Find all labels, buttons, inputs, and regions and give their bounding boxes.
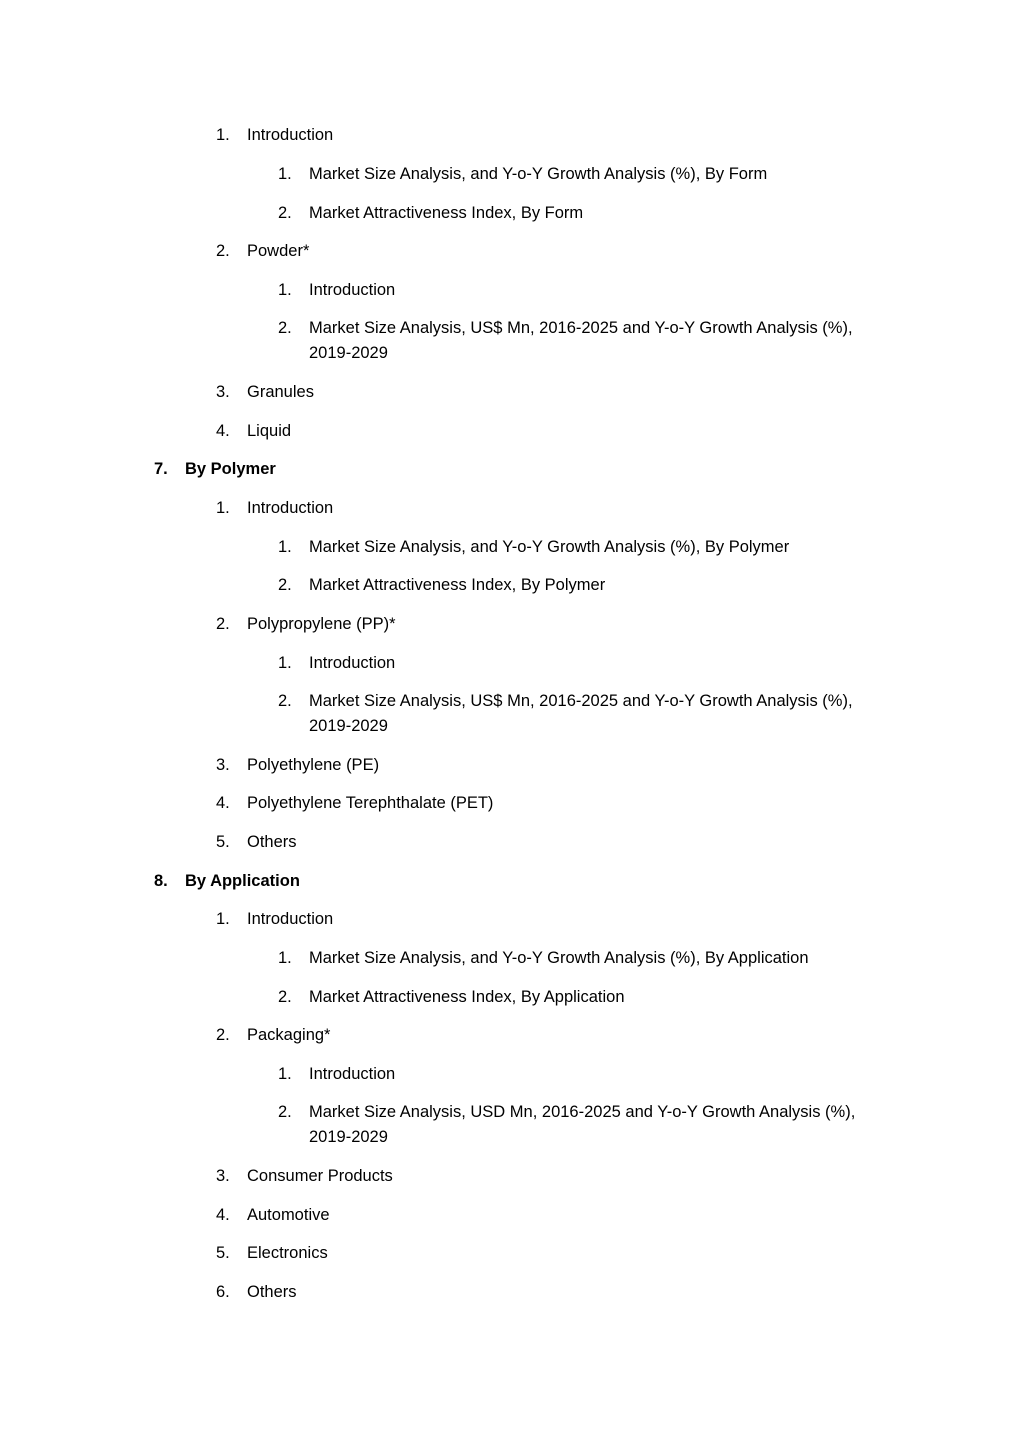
item-number: 1.: [278, 1065, 292, 1083]
item-number: 2.: [216, 242, 230, 260]
item-label: Market Size Analysis, US$ Mn, 2016-2025 and Y-o-Y Growth Analysis (%),: [309, 319, 853, 337]
item-label: Polypropylene (PP)*: [247, 615, 396, 633]
item-number: 1.: [216, 499, 230, 517]
item-number: 1.: [278, 654, 292, 672]
item-label: Market Size Analysis, USD Mn, 2016-2025 and Y-o-Y Growth Analysis (%),: [309, 1103, 856, 1121]
item-number: 1.: [278, 538, 292, 556]
item-label: Others: [247, 1283, 297, 1301]
item-label: Powder*: [247, 242, 310, 260]
item-number: 2.: [278, 988, 292, 1006]
item-label: Market Attractiveness Index, By Application: [309, 988, 625, 1006]
section-title: By Application: [185, 872, 300, 890]
item-label-continuation: 2019-2029: [309, 1128, 388, 1146]
item-label: Introduction: [309, 1065, 396, 1083]
item-number: 2.: [278, 319, 292, 337]
item-label: Introduction: [247, 910, 334, 928]
item-label: Packaging*: [247, 1026, 331, 1044]
item-label: Others: [247, 833, 297, 851]
item-label: Automotive: [247, 1206, 330, 1224]
item-number: 4.: [216, 794, 230, 812]
section-number: 7.: [154, 460, 168, 478]
item-label: Polyethylene Terephthalate (PET): [247, 794, 494, 812]
item-label: Market Attractiveness Index, By Form: [309, 204, 584, 222]
item-number: 2.: [278, 1103, 292, 1121]
item-label: Introduction: [247, 499, 334, 517]
item-label: Introduction: [309, 281, 396, 299]
item-number: 1.: [278, 281, 292, 299]
item-number: 1.: [216, 126, 230, 144]
item-label: Market Size Analysis, and Y-o-Y Growth Analysis (%), By Polymer: [309, 538, 790, 556]
item-label: Electronics: [247, 1244, 328, 1262]
item-number: 3.: [216, 383, 230, 401]
item-number: 4.: [216, 1206, 230, 1224]
item-number: 4.: [216, 422, 230, 440]
item-number: 5.: [216, 833, 230, 851]
item-number: 3.: [216, 756, 230, 774]
item-label: Market Size Analysis, US$ Mn, 2016-2025 and Y-o-Y Growth Analysis (%),: [309, 692, 853, 710]
section-title: By Polymer: [185, 460, 276, 478]
item-label: Market Size Analysis, and Y-o-Y Growth Analysis (%), By Application: [309, 949, 809, 967]
item-label-continuation: 2019-2029: [309, 717, 388, 735]
item-number: 1.: [278, 165, 292, 183]
item-label: Polyethylene (PE): [247, 756, 380, 774]
item-label: Liquid: [247, 422, 292, 440]
item-number: 1.: [216, 910, 230, 928]
item-label-continuation: 2019-2029: [309, 344, 388, 362]
item-label: Granules: [247, 383, 314, 401]
item-number: 2.: [216, 615, 230, 633]
item-number: 2.: [278, 204, 292, 222]
item-label: Consumer Products: [247, 1167, 393, 1185]
item-number: 1.: [278, 949, 292, 967]
item-number: 2.: [278, 576, 292, 594]
item-label: Introduction: [309, 654, 396, 672]
item-label: Introduction: [247, 126, 334, 144]
section-number: 8.: [154, 872, 168, 890]
item-number: 3.: [216, 1167, 230, 1185]
item-number: 2.: [216, 1026, 230, 1044]
item-label: Market Size Analysis, and Y-o-Y Growth Analysis (%), By Form: [309, 165, 768, 183]
item-number: 6.: [216, 1283, 230, 1301]
item-label: Market Attractiveness Index, By Polymer: [309, 576, 606, 594]
item-number: 5.: [216, 1244, 230, 1262]
item-number: 2.: [278, 692, 292, 710]
